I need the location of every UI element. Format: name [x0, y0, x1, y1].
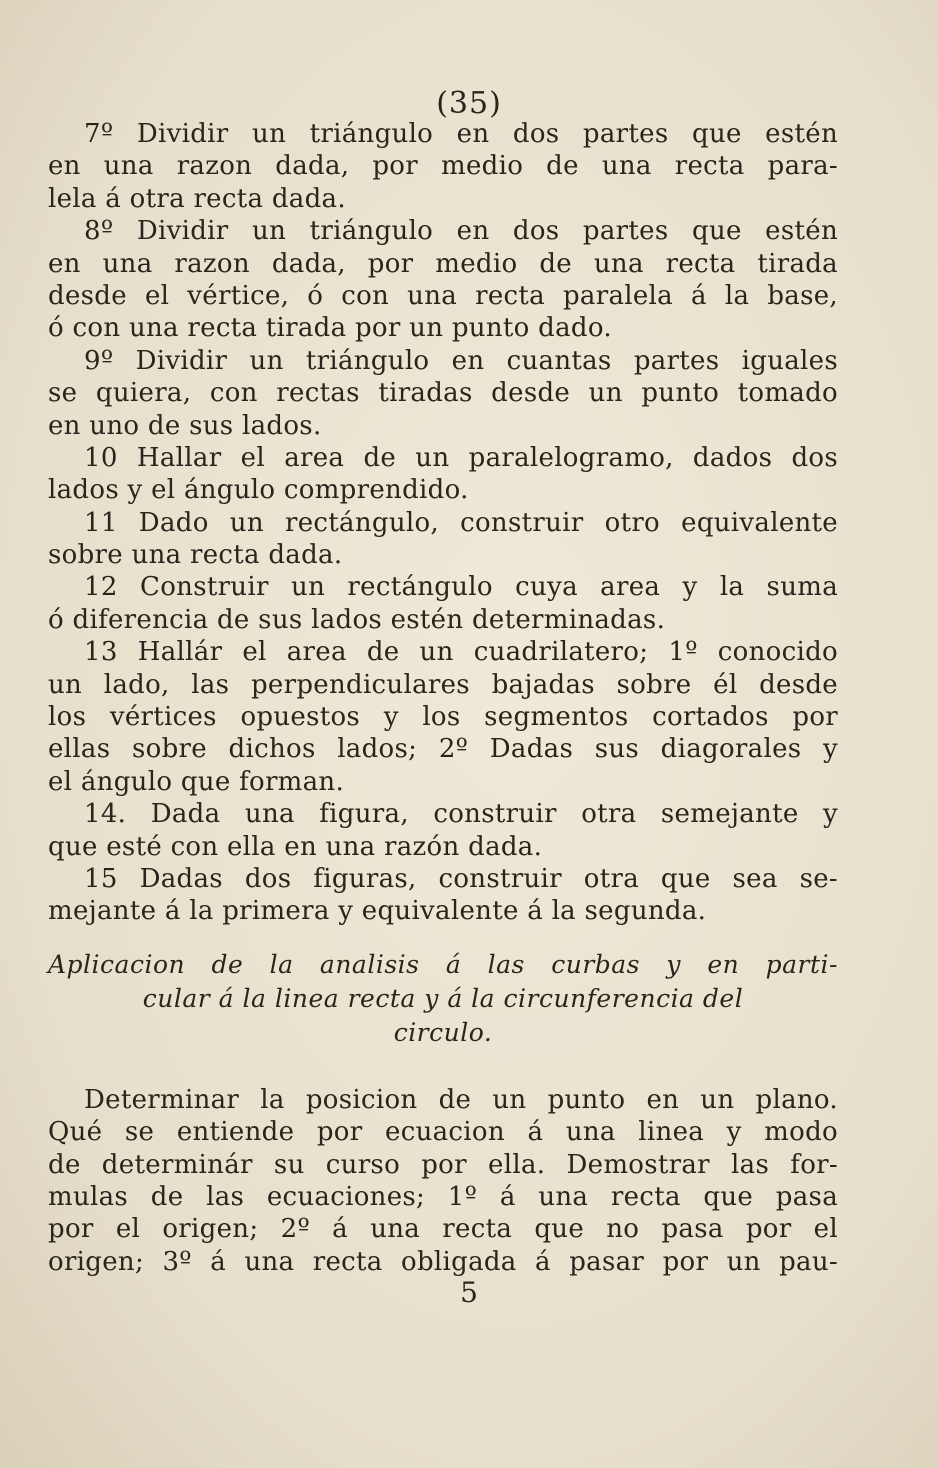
text-line: mejante á la primera y equivalente á la segunda.	[48, 896, 707, 927]
page-body	[48, 118, 838, 1278]
problem-item	[48, 118, 838, 215]
text-line: 11 Dado un rectángulo, construir otro equivalente	[84, 507, 838, 538]
text-line: 13 Hallár el area de un cuadrilatero; 1º conocido	[84, 637, 838, 668]
problem-item	[48, 507, 838, 572]
text-line: los vértices opuestos y los segmentos cortados por	[48, 702, 838, 733]
text-line: Qué se entiende por ecuacion á una linea y modo	[48, 1117, 838, 1148]
text-line: por el origen; 2º á una recta que no pasa por el	[48, 1214, 838, 1245]
problem-item	[48, 442, 838, 507]
section-heading	[48, 948, 838, 1050]
text-line: 8º Dividir un triángulo en dos partes que estén	[84, 216, 838, 247]
problem-item	[48, 863, 838, 928]
text-line: sobre una recta dada.	[48, 540, 343, 571]
heading-line: cular á la linea recta y á la circunferencia del	[142, 983, 744, 1013]
text-line: desde el vértice, ó con una recta paralela á la base,	[48, 280, 838, 311]
text-line: mulas de las ecuaciones; 1º á una recta que pasa	[48, 1181, 838, 1212]
problem-item	[48, 798, 838, 863]
text-line: 12 Construir un rectángulo cuya area y la suma	[84, 572, 838, 603]
page-number: (35)	[436, 86, 502, 121]
spacer	[48, 1050, 838, 1084]
text-line: lados y el ángulo comprendido.	[48, 475, 469, 506]
text-line: 9º Dividir un triángulo en cuantas partes iguales	[84, 345, 838, 376]
text-line: 15 Dadas dos figuras, construir otra que sea se-	[84, 863, 838, 894]
text-line: se quiera, con rectas tiradas desde un punto tomado	[48, 378, 838, 409]
text-line: en uno de sus lados.	[48, 410, 322, 441]
heading-line: circulo.	[393, 1017, 493, 1047]
text-line: que esté con ella en una razón dada.	[48, 831, 543, 862]
heading-line: Aplicacion de la analisis á las curbas y en parti-	[48, 949, 838, 979]
text-line: un lado, las perpendiculares bajadas sobre él desde	[48, 669, 838, 700]
text-line: en una razon dada, por medio de una recta para-	[48, 151, 838, 182]
text-line: lela á otra recta dada.	[48, 183, 346, 214]
text-line: Determinar la posicion de un punto en un plano.	[84, 1084, 838, 1115]
problem-list	[48, 118, 838, 928]
text-line: el ángulo que forman.	[48, 766, 345, 797]
final-paragraph	[48, 1084, 838, 1278]
text-line: ellas sobre dichos lados; 2º Dadas sus diagorales y	[48, 734, 838, 765]
problem-item	[48, 571, 838, 636]
text-line: 10 Hallar el area de un paralelogramo, dados dos	[84, 442, 838, 473]
text-line: 7º Dividir un triángulo en dos partes que estén	[84, 119, 838, 149]
signature-mark: 5	[460, 1276, 478, 1309]
problem-item	[48, 345, 838, 442]
text-line: de determinár su curso por ella. Demostrar las for-	[48, 1149, 838, 1180]
text-line: en una razon dada, por medio de una recta tirada	[48, 248, 838, 279]
problem-item	[48, 215, 838, 345]
problem-item	[48, 636, 838, 798]
text-line: ó con una recta tirada por un punto dado.	[48, 313, 612, 344]
text-line: 14. Dada una figura, construir otra semejante y	[84, 799, 838, 830]
text-line: ó diferencia de sus lados estén determinadas.	[48, 604, 666, 635]
text-line: origen; 3º á una recta obligada á pasar por un pau-	[48, 1246, 838, 1277]
